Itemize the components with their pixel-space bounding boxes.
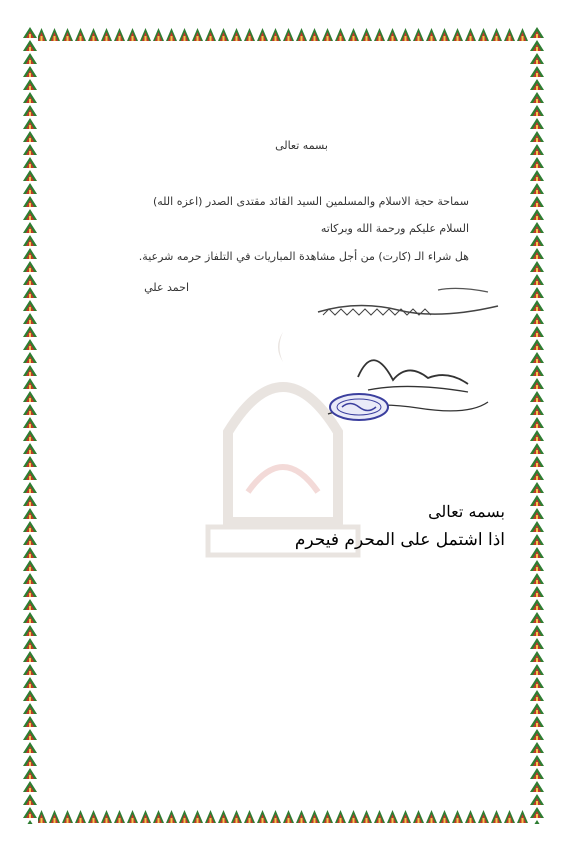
letter-address: سماحة حجة الاسلام والمسلمين السيد القائد مقتدى الصدر (اعزه الله) [152,195,469,208]
letter-signer: احمد علي [144,281,189,294]
round-seal-stamp-icon [328,392,390,422]
letter-content [38,42,529,808]
ornamental-border-left [22,26,38,824]
ornamental-border-top [22,26,545,42]
letter-heading: بسمه تعالى [275,139,328,152]
ornamental-border-bottom [22,808,545,824]
letter-question: هل شراء الـ (كارت) من أجل مشاهدة المباريات في التلفاز حرمه شرعية. [138,250,469,263]
reply-heading: بسمه تعالى [428,502,505,521]
reply-answer: اذا اشتمل على المحرم فيحرم [294,530,505,550]
letter-greeting: السلام عليكم ورحمة الله وبركاته [320,222,469,235]
